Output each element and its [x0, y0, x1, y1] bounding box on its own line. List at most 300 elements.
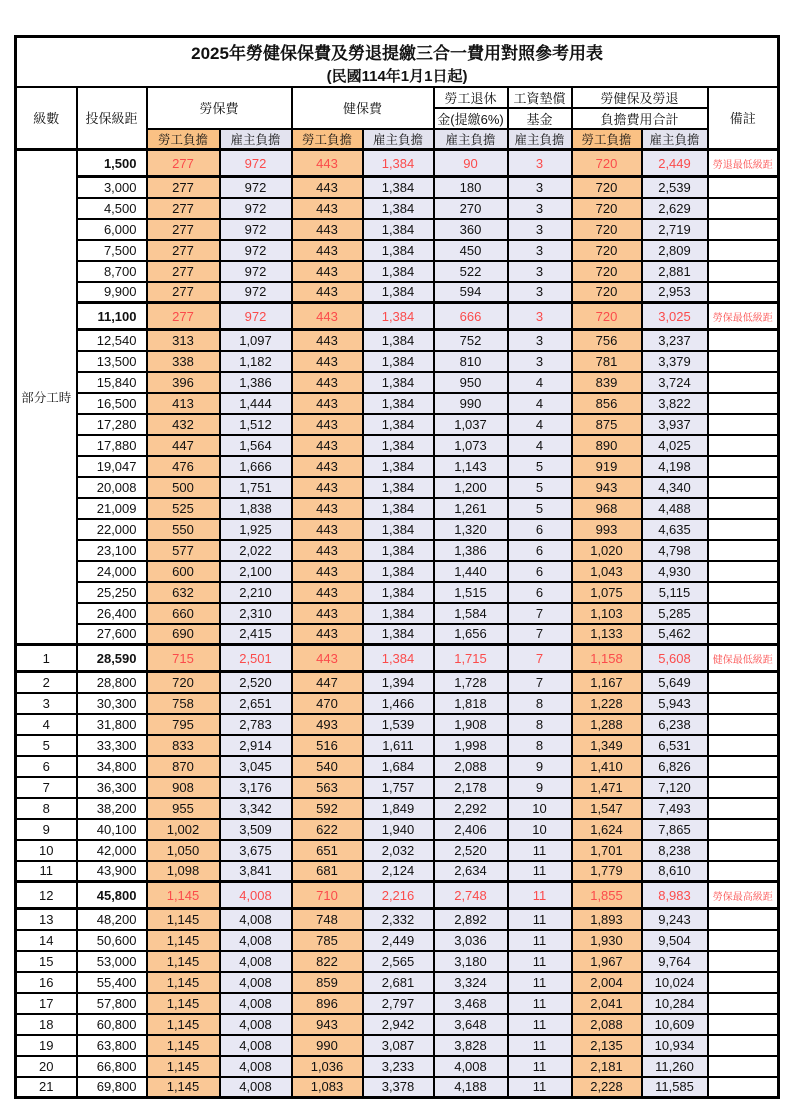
value-cell: 2,953 — [642, 282, 708, 303]
value-cell: 1,145 — [147, 1035, 220, 1056]
value-cell: 360 — [434, 219, 508, 240]
level-cell: 18 — [16, 1014, 77, 1035]
value-cell: 2,914 — [220, 735, 292, 756]
value-cell: 3,468 — [434, 993, 508, 1014]
value-cell: 4 — [508, 435, 572, 456]
value-cell: 1,410 — [572, 756, 642, 777]
value-cell: 822 — [292, 951, 363, 972]
remark-cell — [708, 972, 779, 993]
value-cell: 2,565 — [363, 951, 434, 972]
remark-cell — [708, 456, 779, 477]
value-cell: 1,384 — [363, 282, 434, 303]
value-cell: 756 — [572, 330, 642, 351]
value-cell: 7 — [508, 603, 572, 624]
value-cell: 1,167 — [572, 672, 642, 693]
col-header-level: 級數 — [16, 87, 77, 150]
value-cell: 1,893 — [572, 909, 642, 930]
table-row — [16, 930, 779, 951]
table-row — [16, 693, 779, 714]
value-cell: 1,440 — [434, 561, 508, 582]
value-cell: 3,675 — [220, 840, 292, 861]
table-row — [16, 330, 779, 351]
value-cell: 993 — [572, 519, 642, 540]
value-cell: 443 — [292, 372, 363, 393]
value-cell: 839 — [572, 372, 642, 393]
value-cell: 2,124 — [363, 861, 434, 882]
bracket-cell: 23,100 — [77, 540, 147, 561]
bracket-cell: 17,880 — [77, 435, 147, 456]
subheader-labor-employer: 雇主負擔 — [220, 129, 292, 150]
level-cell: 13 — [16, 909, 77, 930]
remark-cell — [708, 582, 779, 603]
value-cell: 3,828 — [434, 1035, 508, 1056]
table-row — [16, 861, 779, 882]
value-cell: 972 — [220, 240, 292, 261]
level-cell: 6 — [16, 756, 77, 777]
value-cell: 10 — [508, 819, 572, 840]
value-cell: 11 — [508, 840, 572, 861]
bracket-cell: 43,900 — [77, 861, 147, 882]
value-cell: 1,145 — [147, 972, 220, 993]
value-cell: 4,008 — [220, 993, 292, 1014]
bracket-cell: 28,800 — [77, 672, 147, 693]
value-cell: 2,210 — [220, 582, 292, 603]
bracket-cell: 48,200 — [77, 909, 147, 930]
table-row — [16, 840, 779, 861]
value-cell: 2,022 — [220, 540, 292, 561]
value-cell: 690 — [147, 624, 220, 645]
value-cell: 3,937 — [642, 414, 708, 435]
part-time-merged-cell: 部分工時 — [16, 150, 77, 645]
level-cell: 15 — [16, 951, 77, 972]
value-cell: 2,004 — [572, 972, 642, 993]
value-cell: 8,983 — [642, 882, 708, 909]
level-cell: 14 — [16, 930, 77, 951]
table-row — [16, 540, 779, 561]
value-cell: 2,783 — [220, 714, 292, 735]
remark-cell — [708, 777, 779, 798]
value-cell: 720 — [572, 219, 642, 240]
value-cell: 1,145 — [147, 1014, 220, 1035]
value-cell: 2,332 — [363, 909, 434, 930]
value-cell: 1,394 — [363, 672, 434, 693]
value-cell: 720 — [572, 240, 642, 261]
value-cell: 277 — [147, 219, 220, 240]
bracket-cell: 7,500 — [77, 240, 147, 261]
value-cell: 666 — [434, 303, 508, 330]
table-row — [16, 150, 779, 177]
level-cell: 11 — [16, 861, 77, 882]
value-cell: 720 — [572, 282, 642, 303]
value-cell: 1,083 — [292, 1077, 363, 1098]
value-cell: 2,032 — [363, 840, 434, 861]
value-cell: 443 — [292, 603, 363, 624]
value-cell: 1,849 — [363, 798, 434, 819]
value-cell: 2,809 — [642, 240, 708, 261]
level-cell: 19 — [16, 1035, 77, 1056]
table-row — [16, 261, 779, 282]
value-cell: 4,008 — [434, 1056, 508, 1077]
value-cell: 955 — [147, 798, 220, 819]
value-cell: 2,135 — [572, 1035, 642, 1056]
value-cell: 622 — [292, 819, 363, 840]
value-cell: 8 — [508, 693, 572, 714]
value-cell: 277 — [147, 303, 220, 330]
value-cell: 11 — [508, 972, 572, 993]
value-cell: 1,145 — [147, 882, 220, 909]
value-cell: 1,838 — [220, 498, 292, 519]
value-cell: 277 — [147, 198, 220, 219]
value-cell: 870 — [147, 756, 220, 777]
bracket-cell: 53,000 — [77, 951, 147, 972]
table-row — [16, 498, 779, 519]
value-cell: 3 — [508, 198, 572, 219]
value-cell: 9,764 — [642, 951, 708, 972]
value-cell: 2,651 — [220, 693, 292, 714]
value-cell: 720 — [572, 177, 642, 198]
value-cell: 1,584 — [434, 603, 508, 624]
value-cell: 4,798 — [642, 540, 708, 561]
bracket-cell: 11,100 — [77, 303, 147, 330]
value-cell: 2,216 — [363, 882, 434, 909]
table-row — [16, 519, 779, 540]
value-cell: 1,512 — [220, 414, 292, 435]
value-cell: 600 — [147, 561, 220, 582]
value-cell: 1,466 — [363, 693, 434, 714]
page-title: 2025年勞健保保費及勞退提繳三合一費用對照參考用表 — [16, 37, 779, 65]
value-cell: 1,097 — [220, 330, 292, 351]
value-cell: 3,724 — [642, 372, 708, 393]
value-cell: 1,384 — [363, 561, 434, 582]
value-cell: 968 — [572, 498, 642, 519]
level-cell: 17 — [16, 993, 77, 1014]
value-cell: 8,610 — [642, 861, 708, 882]
remark-cell — [708, 198, 779, 219]
value-cell: 632 — [147, 582, 220, 603]
value-cell: 6 — [508, 582, 572, 603]
table-row — [16, 393, 779, 414]
value-cell: 525 — [147, 498, 220, 519]
value-cell: 1,779 — [572, 861, 642, 882]
value-cell: 540 — [292, 756, 363, 777]
value-cell: 660 — [147, 603, 220, 624]
remark-cell — [708, 414, 779, 435]
value-cell: 7,120 — [642, 777, 708, 798]
bracket-cell: 63,800 — [77, 1035, 147, 1056]
value-cell: 3,841 — [220, 861, 292, 882]
value-cell: 1,925 — [220, 519, 292, 540]
value-cell: 6 — [508, 519, 572, 540]
level-cell: 9 — [16, 819, 77, 840]
value-cell: 720 — [572, 150, 642, 177]
level-cell: 16 — [16, 972, 77, 993]
value-cell: 896 — [292, 993, 363, 1014]
value-cell: 972 — [220, 261, 292, 282]
value-cell: 1,037 — [434, 414, 508, 435]
remark-cell — [708, 840, 779, 861]
value-cell: 2,041 — [572, 993, 642, 1014]
value-cell: 4 — [508, 372, 572, 393]
value-cell: 592 — [292, 798, 363, 819]
value-cell: 7 — [508, 672, 572, 693]
value-cell: 715 — [147, 645, 220, 672]
table-row — [16, 456, 779, 477]
col-header-bracket: 投保級距 — [77, 87, 147, 150]
value-cell: 2,520 — [220, 672, 292, 693]
remark-cell — [708, 624, 779, 645]
value-cell: 1,715 — [434, 645, 508, 672]
remark-cell — [708, 240, 779, 261]
bracket-cell: 21,009 — [77, 498, 147, 519]
remark-cell — [708, 261, 779, 282]
remark-cell — [708, 714, 779, 735]
value-cell: 1,384 — [363, 456, 434, 477]
level-cell: 7 — [16, 777, 77, 798]
bracket-cell: 34,800 — [77, 756, 147, 777]
value-cell: 4,008 — [220, 1035, 292, 1056]
value-cell: 1,444 — [220, 393, 292, 414]
remark-cell: 勞保最低級距 — [708, 303, 779, 330]
value-cell: 1,384 — [363, 498, 434, 519]
value-cell: 8 — [508, 735, 572, 756]
bracket-cell: 16,500 — [77, 393, 147, 414]
bracket-cell: 25,250 — [77, 582, 147, 603]
col-header-remark: 備註 — [708, 87, 779, 150]
remark-cell — [708, 477, 779, 498]
value-cell: 443 — [292, 150, 363, 177]
value-cell: 2,634 — [434, 861, 508, 882]
value-cell: 1,940 — [363, 819, 434, 840]
value-cell: 2,881 — [642, 261, 708, 282]
remark-cell — [708, 735, 779, 756]
value-cell: 1,020 — [572, 540, 642, 561]
value-cell: 1,145 — [147, 1077, 220, 1098]
table-row — [16, 756, 779, 777]
subheader-health-employer: 雇主負擔 — [363, 129, 434, 150]
value-cell: 748 — [292, 909, 363, 930]
value-cell: 720 — [572, 303, 642, 330]
value-cell: 443 — [292, 456, 363, 477]
value-cell: 1,967 — [572, 951, 642, 972]
value-cell: 651 — [292, 840, 363, 861]
value-cell: 2,406 — [434, 819, 508, 840]
remark-cell — [708, 1077, 779, 1098]
value-cell: 4,198 — [642, 456, 708, 477]
col-header-wage-fund-line2: 基金 — [508, 108, 572, 129]
value-cell: 2,449 — [642, 150, 708, 177]
value-cell: 10 — [508, 798, 572, 819]
value-cell: 1,547 — [572, 798, 642, 819]
remark-cell — [708, 1056, 779, 1077]
value-cell: 1,384 — [363, 603, 434, 624]
value-cell: 1,384 — [363, 150, 434, 177]
value-cell: 1,384 — [363, 624, 434, 645]
remark-cell — [708, 177, 779, 198]
table-row — [16, 1056, 779, 1077]
table-row — [16, 177, 779, 198]
value-cell: 4,488 — [642, 498, 708, 519]
value-cell: 5,649 — [642, 672, 708, 693]
value-cell: 7,865 — [642, 819, 708, 840]
value-cell: 856 — [572, 393, 642, 414]
value-cell: 470 — [292, 693, 363, 714]
value-cell: 3,509 — [220, 819, 292, 840]
bracket-cell: 3,000 — [77, 177, 147, 198]
table-row — [16, 219, 779, 240]
table-row — [16, 198, 779, 219]
value-cell: 720 — [572, 261, 642, 282]
value-cell: 10,024 — [642, 972, 708, 993]
bracket-cell: 60,800 — [77, 1014, 147, 1035]
value-cell: 4,008 — [220, 1077, 292, 1098]
value-cell: 1,384 — [363, 219, 434, 240]
value-cell: 943 — [292, 1014, 363, 1035]
value-cell: 2,719 — [642, 219, 708, 240]
value-cell: 810 — [434, 351, 508, 372]
value-cell: 1,050 — [147, 840, 220, 861]
subheader-total-employer: 雇主負擔 — [642, 129, 708, 150]
bracket-cell: 50,600 — [77, 930, 147, 951]
subtitle-row — [16, 65, 779, 87]
value-cell: 1,384 — [363, 351, 434, 372]
value-cell: 1,043 — [572, 561, 642, 582]
col-header-pension-line1: 勞工退休 — [434, 87, 508, 108]
level-cell: 8 — [16, 798, 77, 819]
value-cell: 2,449 — [363, 930, 434, 951]
table-row — [16, 477, 779, 498]
value-cell: 1,384 — [363, 393, 434, 414]
value-cell: 11 — [508, 1077, 572, 1098]
value-cell: 1,261 — [434, 498, 508, 519]
value-cell: 1,182 — [220, 351, 292, 372]
value-cell: 758 — [147, 693, 220, 714]
table-row — [16, 735, 779, 756]
remark-cell — [708, 951, 779, 972]
value-cell: 2,681 — [363, 972, 434, 993]
remark-cell: 勞保最高級距 — [708, 882, 779, 909]
table-row — [16, 372, 779, 393]
value-cell: 6,826 — [642, 756, 708, 777]
value-cell: 11 — [508, 951, 572, 972]
remark-cell — [708, 603, 779, 624]
value-cell: 972 — [220, 150, 292, 177]
value-cell: 1,145 — [147, 1056, 220, 1077]
value-cell: 443 — [292, 198, 363, 219]
remark-cell — [708, 993, 779, 1014]
value-cell: 11 — [508, 1014, 572, 1035]
value-cell: 11 — [508, 930, 572, 951]
bracket-cell: 13,500 — [77, 351, 147, 372]
table-row — [16, 777, 779, 798]
level-cell: 3 — [16, 693, 77, 714]
remark-cell — [708, 540, 779, 561]
value-cell: 1,143 — [434, 456, 508, 477]
value-cell: 2,178 — [434, 777, 508, 798]
value-cell: 752 — [434, 330, 508, 351]
col-header-total-line1: 勞健保及勞退 — [572, 87, 708, 108]
value-cell: 1,228 — [572, 693, 642, 714]
value-cell: 781 — [572, 351, 642, 372]
value-cell: 6 — [508, 540, 572, 561]
value-cell: 1,098 — [147, 861, 220, 882]
value-cell: 795 — [147, 714, 220, 735]
value-cell: 3,648 — [434, 1014, 508, 1035]
value-cell: 1,349 — [572, 735, 642, 756]
value-cell: 563 — [292, 777, 363, 798]
bracket-cell: 8,700 — [77, 261, 147, 282]
table-row — [16, 645, 779, 672]
value-cell: 4,008 — [220, 882, 292, 909]
level-cell: 20 — [16, 1056, 77, 1077]
bracket-cell: 9,900 — [77, 282, 147, 303]
value-cell: 3,180 — [434, 951, 508, 972]
remark-cell — [708, 861, 779, 882]
level-cell: 12 — [16, 882, 77, 909]
value-cell: 1,471 — [572, 777, 642, 798]
table-row — [16, 561, 779, 582]
value-cell: 1,200 — [434, 477, 508, 498]
value-cell: 10,609 — [642, 1014, 708, 1035]
value-cell: 2,892 — [434, 909, 508, 930]
value-cell: 1,384 — [363, 477, 434, 498]
value-cell: 2,501 — [220, 645, 292, 672]
table-row — [16, 798, 779, 819]
remark-cell — [708, 351, 779, 372]
bracket-cell: 26,400 — [77, 603, 147, 624]
value-cell: 447 — [147, 435, 220, 456]
header-row-1 — [16, 87, 779, 108]
value-cell: 7 — [508, 624, 572, 645]
value-cell: 3 — [508, 219, 572, 240]
value-cell: 7,493 — [642, 798, 708, 819]
value-cell: 2,629 — [642, 198, 708, 219]
table-row — [16, 351, 779, 372]
bracket-cell: 69,800 — [77, 1077, 147, 1098]
value-cell: 180 — [434, 177, 508, 198]
value-cell: 1,320 — [434, 519, 508, 540]
value-cell: 1,145 — [147, 909, 220, 930]
table-row — [16, 951, 779, 972]
value-cell: 443 — [292, 624, 363, 645]
value-cell: 875 — [572, 414, 642, 435]
bracket-cell: 57,800 — [77, 993, 147, 1014]
title-row — [16, 37, 779, 65]
value-cell: 277 — [147, 261, 220, 282]
col-header-labor-fee: 勞保費 — [147, 87, 292, 129]
bracket-cell: 66,800 — [77, 1056, 147, 1077]
value-cell: 1,384 — [363, 372, 434, 393]
value-cell: 8 — [508, 714, 572, 735]
remark-cell: 勞退最低級距 — [708, 150, 779, 177]
value-cell: 4,008 — [220, 930, 292, 951]
value-cell: 476 — [147, 456, 220, 477]
value-cell: 9,243 — [642, 909, 708, 930]
value-cell: 4,008 — [220, 972, 292, 993]
table-row — [16, 414, 779, 435]
value-cell: 3,036 — [434, 930, 508, 951]
remark-cell — [708, 393, 779, 414]
value-cell: 1,998 — [434, 735, 508, 756]
value-cell: 11,585 — [642, 1077, 708, 1098]
value-cell: 2,310 — [220, 603, 292, 624]
value-cell: 1,666 — [220, 456, 292, 477]
data-table — [14, 35, 780, 1099]
value-cell: 443 — [292, 414, 363, 435]
value-cell: 972 — [220, 282, 292, 303]
value-cell: 1,384 — [363, 540, 434, 561]
value-cell: 443 — [292, 177, 363, 198]
table-row — [16, 1014, 779, 1035]
